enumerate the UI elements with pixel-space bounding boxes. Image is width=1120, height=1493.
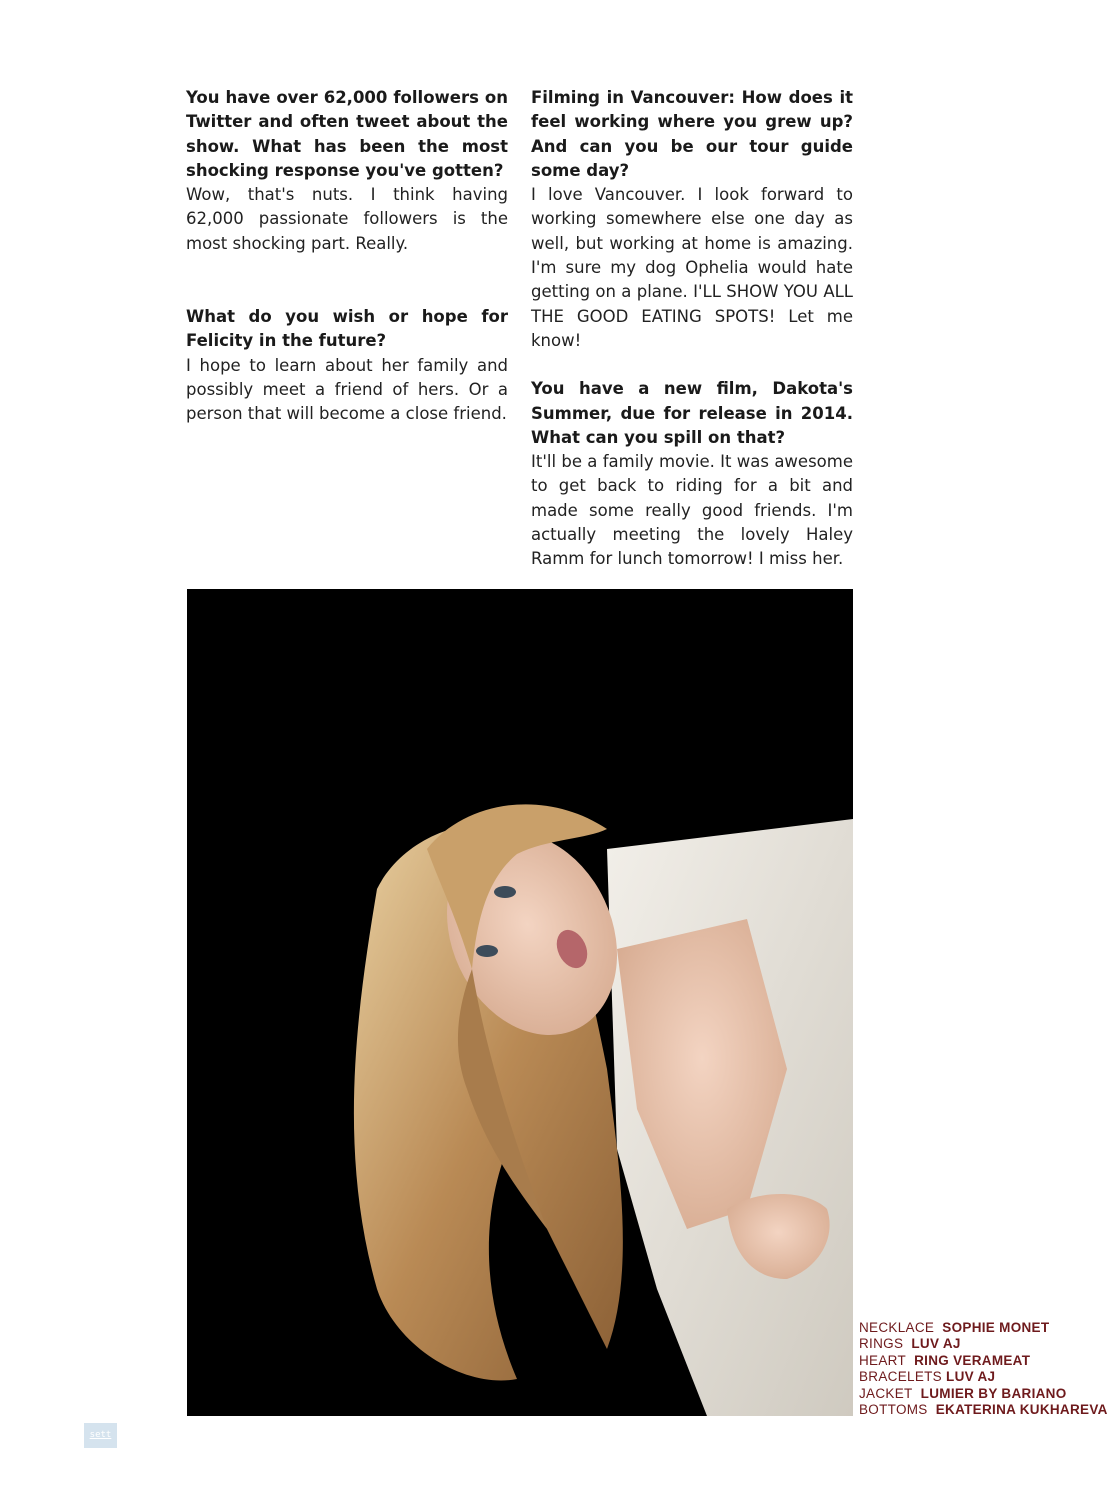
answer: It'll be a family movie. It was awesome to get back to riding for a bit and made some really good friends. I'm actually meeting the lovely Haley Ramm for lunch tomorrow! I miss her. [531,452,853,569]
question: What do you wish or hope for Felicity in the future? [186,307,508,351]
fashion-credits [859,1320,1109,1418]
credit-label: NECKLACE [859,1320,935,1335]
magazine-logo: sett [84,1423,117,1448]
interview-column-left [186,86,508,451]
qa-block [186,86,508,256]
question: You have a new film, Dakota's Summer, due for release in 2014. What can you spill on that? [531,379,853,447]
credit-line [859,1320,1109,1336]
credit-line [859,1353,1109,1369]
question: Filming in Vancouver: How does it feel working where you grew up? And can you be our tour guide some day? [531,88,853,180]
credit-line [859,1336,1109,1352]
credit-line [859,1402,1109,1418]
answer: I love Vancouver. I look forward to working somewhere else one day as well, but working at home is amazing. I'm sure my dog Ophelia would hate getting on a plane. I'LL SHOW YOU ALL THE GOOD EATING SPOTS! Let me know! [531,185,853,350]
credit-value: EKATERINA KUKHAREVA [935,1402,1108,1418]
portrait-photo [187,589,853,1416]
credit-line [859,1369,1109,1385]
credit-label: RINGS [859,1336,904,1352]
portrait-illustration [187,589,853,1416]
qa-block [531,377,853,571]
credit-value: LUV AJ [946,1369,996,1385]
credit-label: HEART [859,1352,907,1368]
credit-value: LUV AJ [911,1336,961,1352]
credit-label: BOTTOMS [859,1402,928,1418]
question: You have over 62,000 followers on Twitter and often tweet about the show. What has been the most shocking response you've gotten? [186,88,508,180]
credit-value: LUMIER BY BARIANO [920,1385,1067,1401]
credit-label: JACKET [859,1385,913,1401]
answer: Wow, that's nuts. I think having 62,000 passionate followers is the most shocking part. Really. [186,185,508,253]
interview-column-right [531,86,853,596]
qa-block [186,305,508,426]
credit-line [859,1386,1109,1402]
credit-value: RING VERAMEAT [914,1352,1031,1368]
qa-block [531,86,853,353]
credit-label: BRACELETS [859,1369,942,1385]
answer: I hope to learn about her family and possibly meet a friend of hers. Or a person that will become a close friend. [186,355,508,424]
credit-value: SOPHIE MONET [942,1320,1050,1335]
